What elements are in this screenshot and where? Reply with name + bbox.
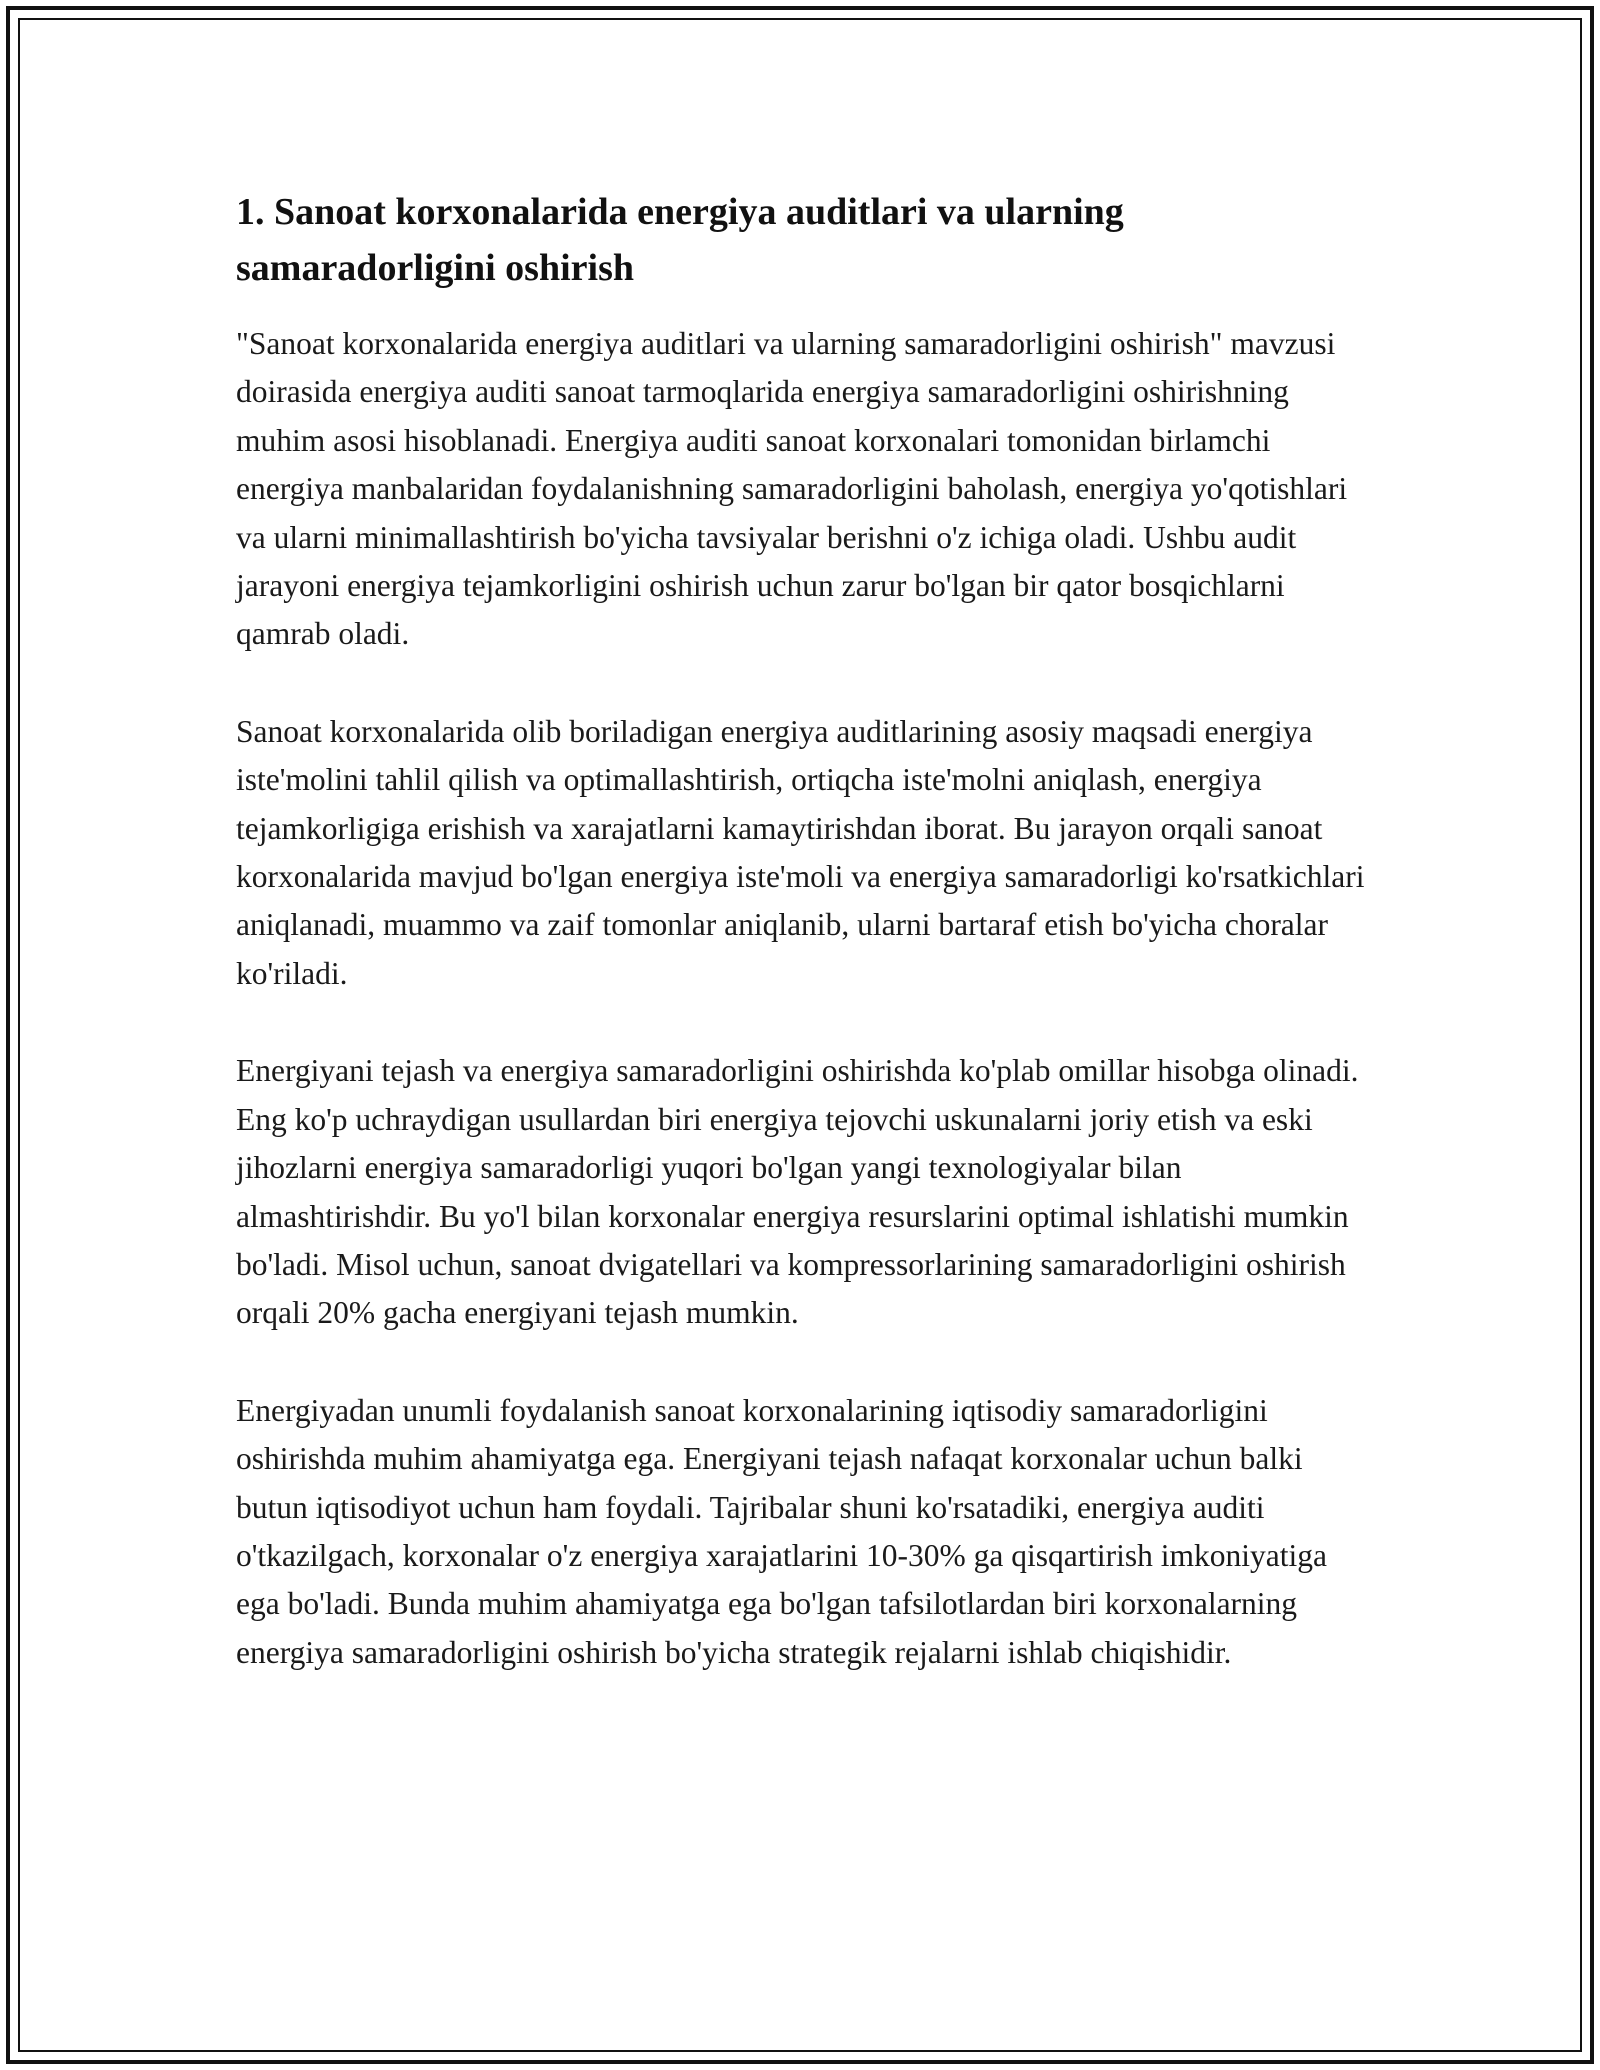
- document-body: [236, 184, 1366, 1677]
- paragraph-4: Energiyadan unumli foydalanish sanoat korxonalarining iqtisodiy samaradorligini oshirishda muhim ahamiyatga ega. Energiyani tejash nafaqat korxonalar uchun balki butun iqtisodiyot uchun ham foydali. Tajribalar shuni ko'rsatadiki, energiya auditi o'tkazilgach, korxonalar o'z energiya xarajatlarini 10-30% ga qisqartirish imkoniyatiga ega bo'ladi. Bunda muhim ahamiyatga ega bo'lgan tafsilotlardan biri korxonalarning energiya samaradorligini oshirish bo'yicha strategik rejalarni ishlab chiqishidir.: [236, 1392, 1328, 1670]
- paragraph-3: Energiyani tejash va energiya samaradorligini oshirishda ko'plab omillar hisobga olinadi. Eng ko'p uchraydigan usullardan biri energiya tejovchi uskunalarni joriy etish va eski jihozlarni energiya samaradorligi yuqori bo'lgan yangi texnologiyalar bilan almashtirishdir. Bu yo'l bilan korxonalar energiya resurslarini optimal ishlatishi mumkin bo'ladi. Misol uchun, sanoat dvigatellari va kompressorlarining samaradorligini oshirish orqali 20% gacha energiyani tejash mumkin.: [236, 1053, 1359, 1331]
- paragraph-1: "Sanoat korxonalarida energiya auditlari va ularning samaradorligini oshirish" mavzusi doirasida energiya auditi sanoat tarmoqlarida energiya samaradorligini oshirishning muhim asosi hisoblanadi. Energiya auditi sanoat korxonalari tomonidan birlamchi energiya manbalaridan foydalanishning samaradorligini baholash, energiya yo'qotishlari va ularni minimallashtirish bo'yicha tavsiyalar berishni o'z ichiga oladi. Ushbu audit jarayoni energiya tejamkorligini oshirish uchun zarur bo'lgan bir qator bosqichlarni qamrab oladi.: [236, 326, 1348, 652]
- section-heading: 1. Sanoat korxonalarida energiya auditlari va ularning samaradorligini oshirish: [236, 191, 1124, 289]
- paragraph-2: Sanoat korxonalarida olib boriladigan energiya auditlarining asosiy maqsadi energiya iste'molini tahlil qilish va optimallashtirish, ortiqcha iste'molni aniqlash, energiya tejamkorligiga erishish va xarajatlarni kamaytirishdan iborat. Bu jarayon orqali sanoat korxonalarida mavjud bo'lgan energiya iste'moli va energiya samaradorligi ko'rsatkichlari aniqlanadi, muammo va zaif tomonlar aniqlanib, ularni bartaraf etish bo'yicha choralar ko'riladi.: [236, 713, 1365, 991]
